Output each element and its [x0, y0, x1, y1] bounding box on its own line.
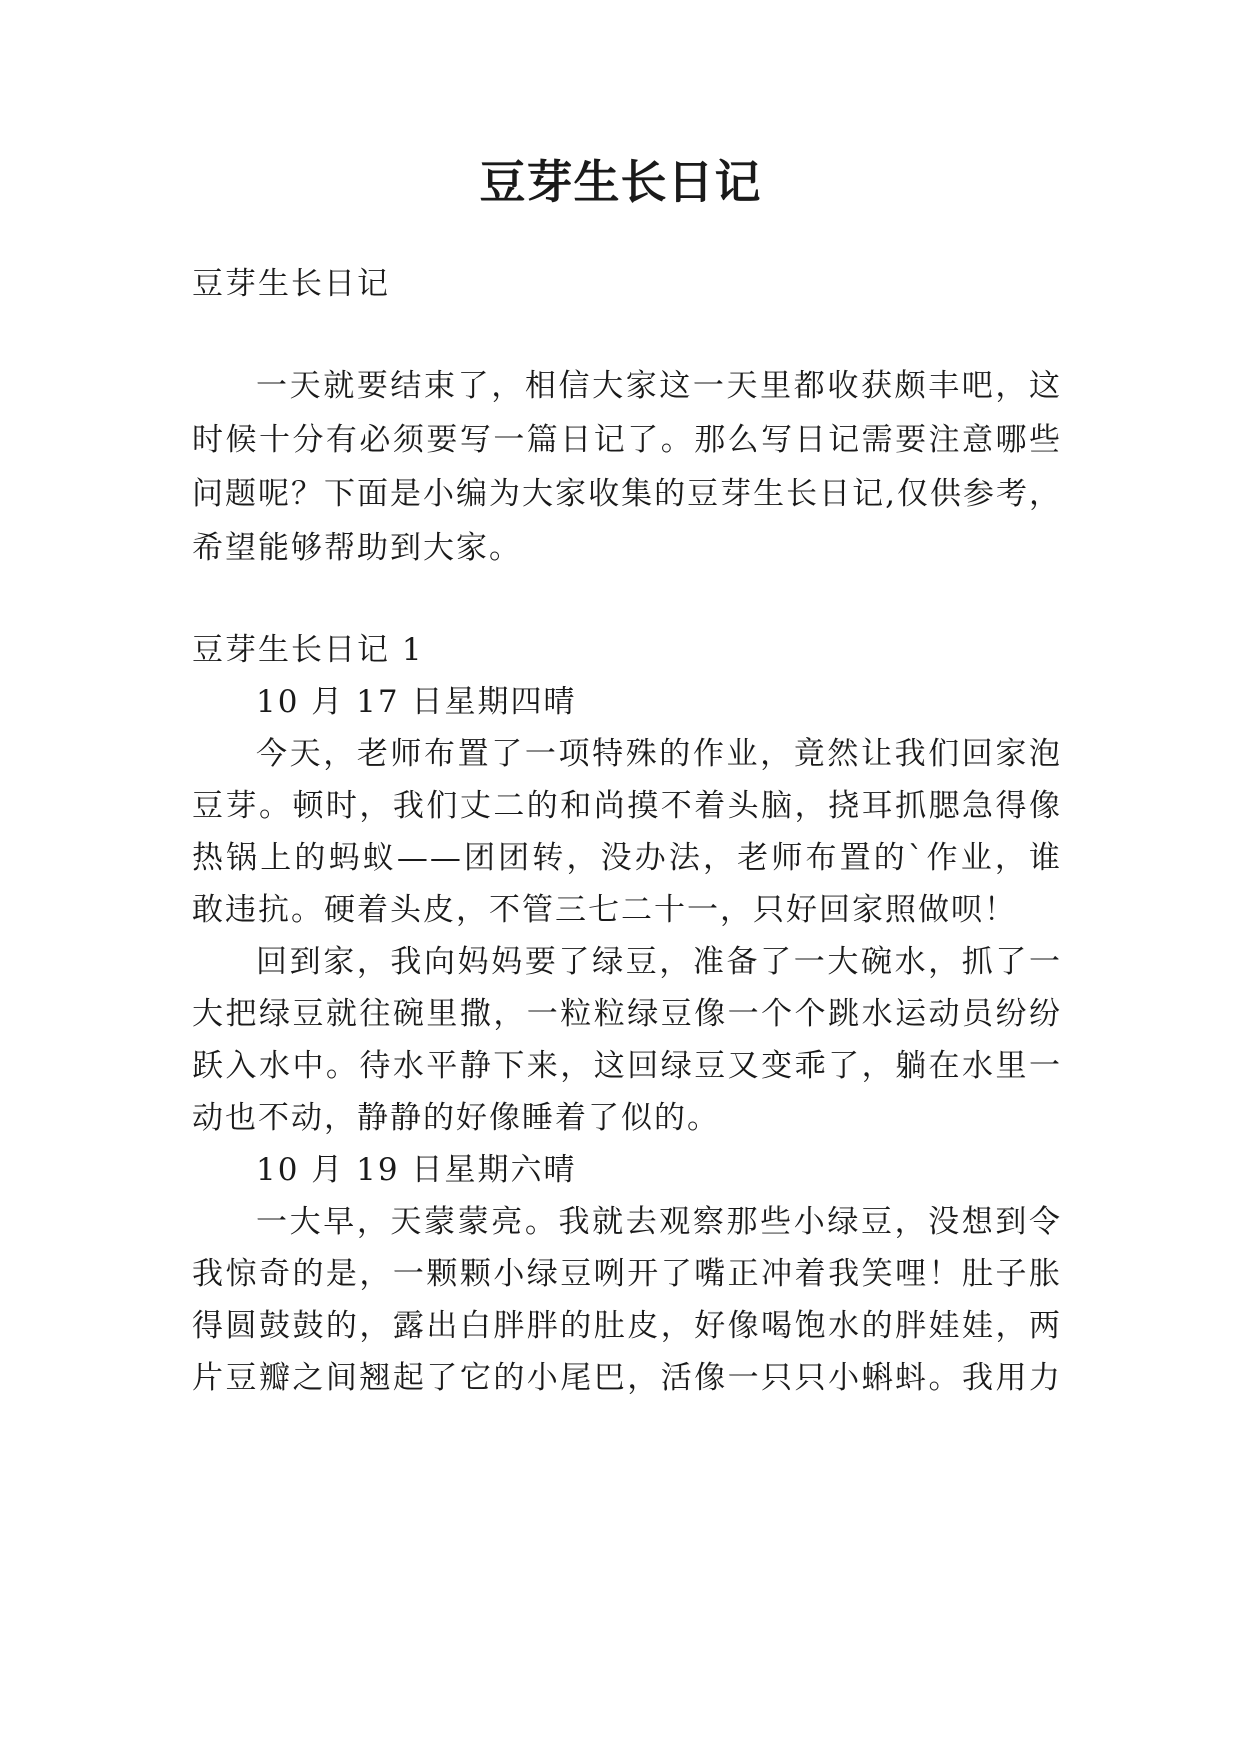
section-heading: 豆芽生长日记 1: [192, 632, 424, 668]
subtitle: 豆芽生长日记: [192, 266, 390, 302]
paragraph-line: 敢违抗。硬着头皮，不管三七二十一，只好回家照做呗！: [192, 892, 1017, 928]
paragraph-line: 回到家，我向妈妈要了绿豆，准备了一大碗水，抓了一: [256, 944, 1062, 980]
paragraph-line: 片豆瓣之间翘起了它的小尾巴，活像一只只小蝌蚪。我用力: [192, 1360, 1062, 1396]
paragraph-line: 大把绿豆就往碗里撒，一粒粒绿豆像一个个跳水运动员纷纷: [192, 996, 1062, 1032]
paragraph-line: 一大早，天蒙蒙亮。我就去观察那些小绿豆，没想到令: [256, 1204, 1062, 1240]
document-title: 豆芽生长日记: [479, 155, 762, 209]
entry-date: 10 月 17 日星期四晴: [256, 684, 577, 720]
paragraph-line: 跃入水中。待水平静下来，这回绿豆又变乖了，躺在水里一: [192, 1048, 1062, 1084]
paragraph-line: 豆芽。顿时，我们丈二的和尚摸不着头脑，挠耳抓腮急得像: [192, 788, 1062, 824]
paragraph-line: 动也不动，静静的好像睡着了似的。: [192, 1100, 720, 1136]
intro-line: 时候十分有必须要写一篇日记了。那么写日记需要注意哪些: [192, 422, 1062, 458]
paragraph-line: 我惊奇的是，一颗颗小绿豆咧开了嘴正冲着我笑哩！肚子胀: [192, 1256, 1062, 1292]
intro-line: 问题呢？下面是小编为大家收集的豆芽生长日记,仅供参考，: [192, 476, 1062, 512]
intro-line: 希望能够帮助到大家。: [192, 530, 522, 566]
entry-date: 10 月 19 日星期六晴: [256, 1152, 577, 1188]
intro-line: 一天就要结束了，相信大家这一天里都收获颇丰吧，这: [256, 368, 1062, 404]
paragraph-line: 得圆鼓鼓的，露出白胖胖的肚皮，好像喝饱水的胖娃娃，两: [192, 1308, 1062, 1344]
paragraph-line: 热锅上的蚂蚁——团团转，没办法，老师布置的`作业，谁: [192, 840, 1062, 876]
paragraph-line: 今天，老师布置了一项特殊的作业，竟然让我们回家泡: [256, 736, 1062, 772]
